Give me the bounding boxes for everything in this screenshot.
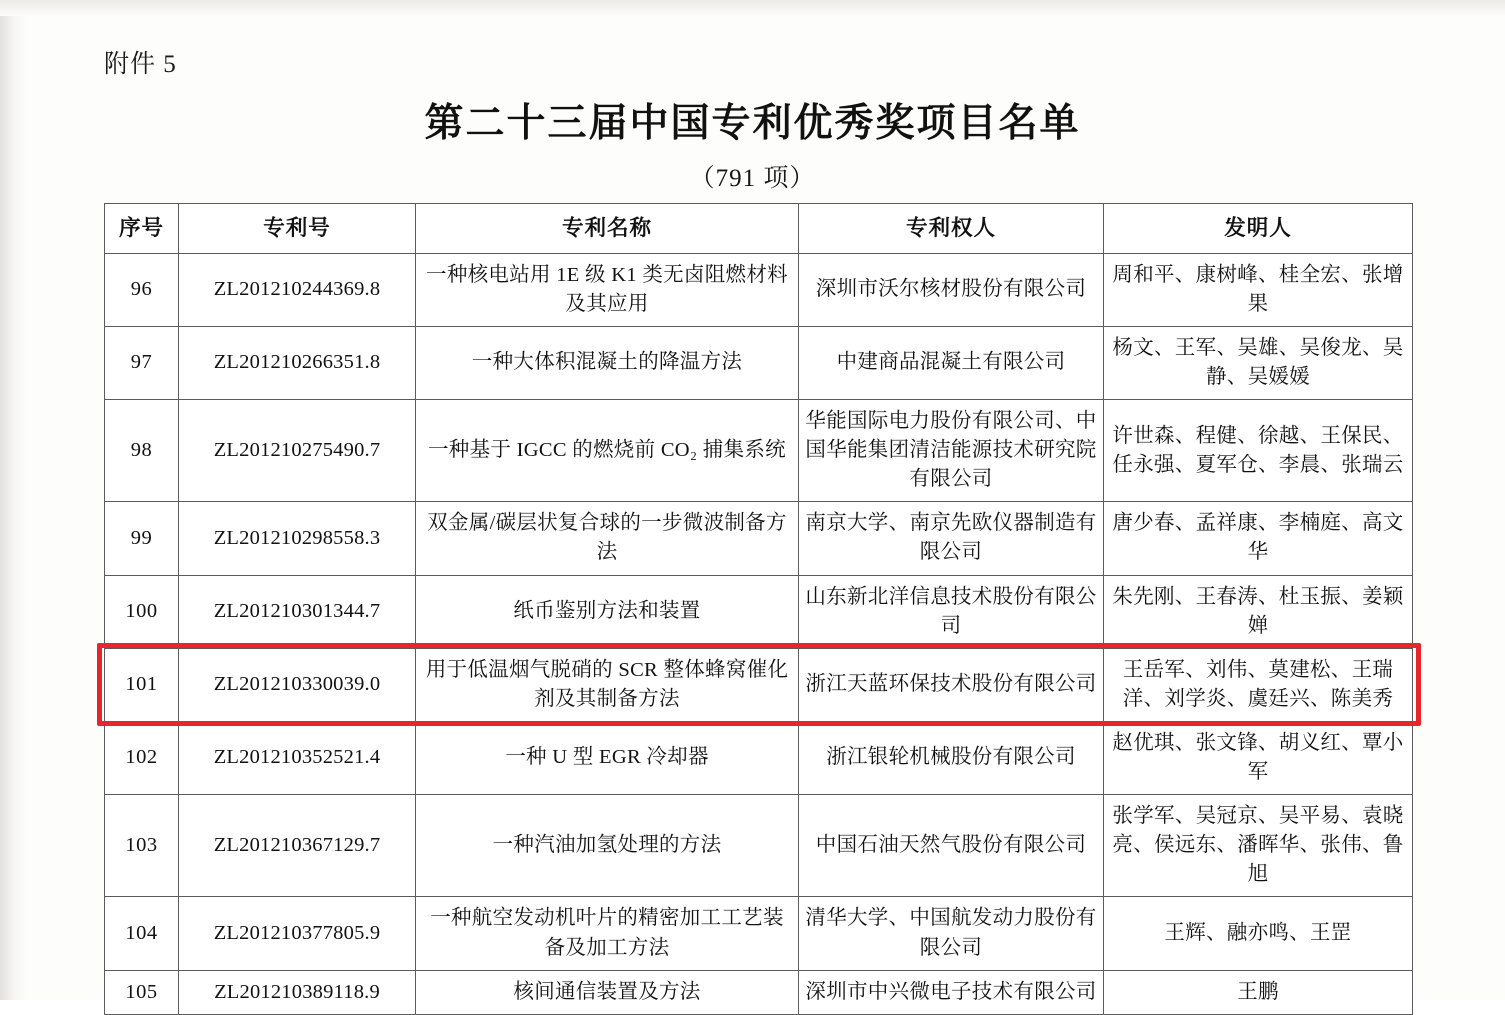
cell-patent-name: 一种基于 IGCC 的燃烧前 CO₂ 捕集系统 xyxy=(416,399,799,501)
cell-inventors: 赵优琪、张文锋、胡义红、覃小军 xyxy=(1104,721,1413,794)
cell-patent-name: 一种大体积混凝土的降温方法 xyxy=(416,326,799,399)
cell-inventors: 王鹏 xyxy=(1104,970,1413,1014)
cell-num: 103 xyxy=(105,795,179,897)
table-row xyxy=(105,970,1413,1014)
scan-edge-shadow-left xyxy=(0,0,26,1000)
column-header-patent-id: 专利号 xyxy=(179,204,416,254)
cell-patent-name: 一种 U 型 EGR 冷却器 xyxy=(416,721,799,794)
table-row xyxy=(105,721,1413,794)
cell-patent-id: ZL201210301344.7 xyxy=(179,575,416,648)
cell-inventors: 王岳军、刘伟、莫建松、王瑞洋、刘学炎、虞廷兴、陈美秀 xyxy=(1104,648,1413,721)
cell-patent-id: ZL201210275490.7 xyxy=(179,399,416,501)
cell-num: 97 xyxy=(105,326,179,399)
cell-patent-id: ZL201210377805.9 xyxy=(179,897,416,970)
table-row xyxy=(105,575,1413,648)
table-row xyxy=(105,795,1413,897)
cell-patent-name: 一种汽油加氢处理的方法 xyxy=(416,795,799,897)
cell-inventors: 唐少春、孟祥康、李楠庭、高文华 xyxy=(1104,502,1413,575)
cell-patent-name: 纸币鉴别方法和装置 xyxy=(416,575,799,648)
cell-num: 100 xyxy=(105,575,179,648)
cell-holder: 山东新北洋信息技术股份有限公司 xyxy=(799,575,1104,648)
cell-patent-id: ZL201210298558.3 xyxy=(179,502,416,575)
cell-inventors: 许世森、程健、徐越、王保民、任永强、夏军仓、李晨、张瑞云 xyxy=(1104,399,1413,501)
cell-patent-id: ZL201210330039.0 xyxy=(179,648,416,721)
cell-num: 98 xyxy=(105,399,179,501)
cell-num: 105 xyxy=(105,970,179,1014)
cell-patent-name: 核间通信装置及方法 xyxy=(416,970,799,1014)
column-header-patent-name: 专利名称 xyxy=(416,204,799,254)
patent-list-table-wrapper xyxy=(104,203,1412,1015)
cell-patent-id: ZL201210244369.8 xyxy=(179,253,416,326)
patent-list-table xyxy=(104,203,1413,1015)
column-header-inventors: 发明人 xyxy=(1104,204,1413,254)
table-row xyxy=(105,897,1413,970)
table-header-row xyxy=(105,204,1413,254)
cell-num: 101 xyxy=(105,648,179,721)
cell-holder: 中建商品混凝土有限公司 xyxy=(799,326,1104,399)
cell-patent-name: 一种航空发动机叶片的精密加工工艺装备及加工方法 xyxy=(416,897,799,970)
cell-num: 102 xyxy=(105,721,179,794)
cell-holder: 中国石油天然气股份有限公司 xyxy=(799,795,1104,897)
cell-inventors: 张学军、吴冠京、吴平易、袁晓亮、侯远东、潘晖华、张伟、鲁旭 xyxy=(1104,795,1413,897)
cell-holder: 浙江天蓝环保技术股份有限公司 xyxy=(799,648,1104,721)
cell-holder: 清华大学、中国航发动力股份有限公司 xyxy=(799,897,1104,970)
table-row xyxy=(105,399,1413,501)
page-subtitle: （791 项） xyxy=(689,165,816,192)
cell-num: 96 xyxy=(105,253,179,326)
cell-patent-id: ZL201210389118.9 xyxy=(179,970,416,1014)
cell-holder: 深圳市沃尔核材股份有限公司 xyxy=(799,253,1104,326)
cell-patent-name: 双金属/碳层状复合球的一步微波制备方法 xyxy=(416,502,799,575)
cell-patent-id: ZL201210352521.4 xyxy=(179,721,416,794)
table-row xyxy=(105,502,1413,575)
table-row xyxy=(105,326,1413,399)
attachment-label: 附件 5 xyxy=(104,51,177,78)
cell-holder: 华能国际电力股份有限公司、中国华能集团清洁能源技术研究院有限公司 xyxy=(799,399,1104,501)
cell-num: 99 xyxy=(105,502,179,575)
cell-patent-name: 用于低温烟气脱硝的 SCR 整体蜂窝催化剂及其制备方法 xyxy=(416,648,799,721)
table-row xyxy=(105,253,1413,326)
column-header-num: 序号 xyxy=(105,204,179,254)
cell-inventors: 杨文、王军、吴雄、吴俊龙、吴静、吴媛媛 xyxy=(1104,326,1413,399)
page-title: 第二十三届中国专利优秀奖项目名单 xyxy=(424,102,1081,145)
scan-edge-shadow-top xyxy=(0,0,1505,16)
cell-num: 104 xyxy=(105,897,179,970)
column-header-holder: 专利权人 xyxy=(799,204,1104,254)
cell-inventors: 周和平、康树峰、桂全宏、张增果 xyxy=(1104,253,1413,326)
cell-patent-id: ZL201210367129.7 xyxy=(179,795,416,897)
cell-patent-name: 一种核电站用 1E 级 K1 类无卤阻燃材料及其应用 xyxy=(416,253,799,326)
cell-holder: 深圳市中兴微电子技术有限公司 xyxy=(799,970,1104,1014)
cell-patent-id: ZL201210266351.8 xyxy=(179,326,416,399)
cell-inventors: 王辉、融亦鸣、王罡 xyxy=(1104,897,1413,970)
cell-holder: 浙江银轮机械股份有限公司 xyxy=(799,721,1104,794)
cell-holder: 南京大学、南京先欧仪器制造有限公司 xyxy=(799,502,1104,575)
cell-inventors: 朱先刚、王春涛、杜玉振、姜颖婵 xyxy=(1104,575,1413,648)
table-row-highlighted xyxy=(105,648,1413,721)
